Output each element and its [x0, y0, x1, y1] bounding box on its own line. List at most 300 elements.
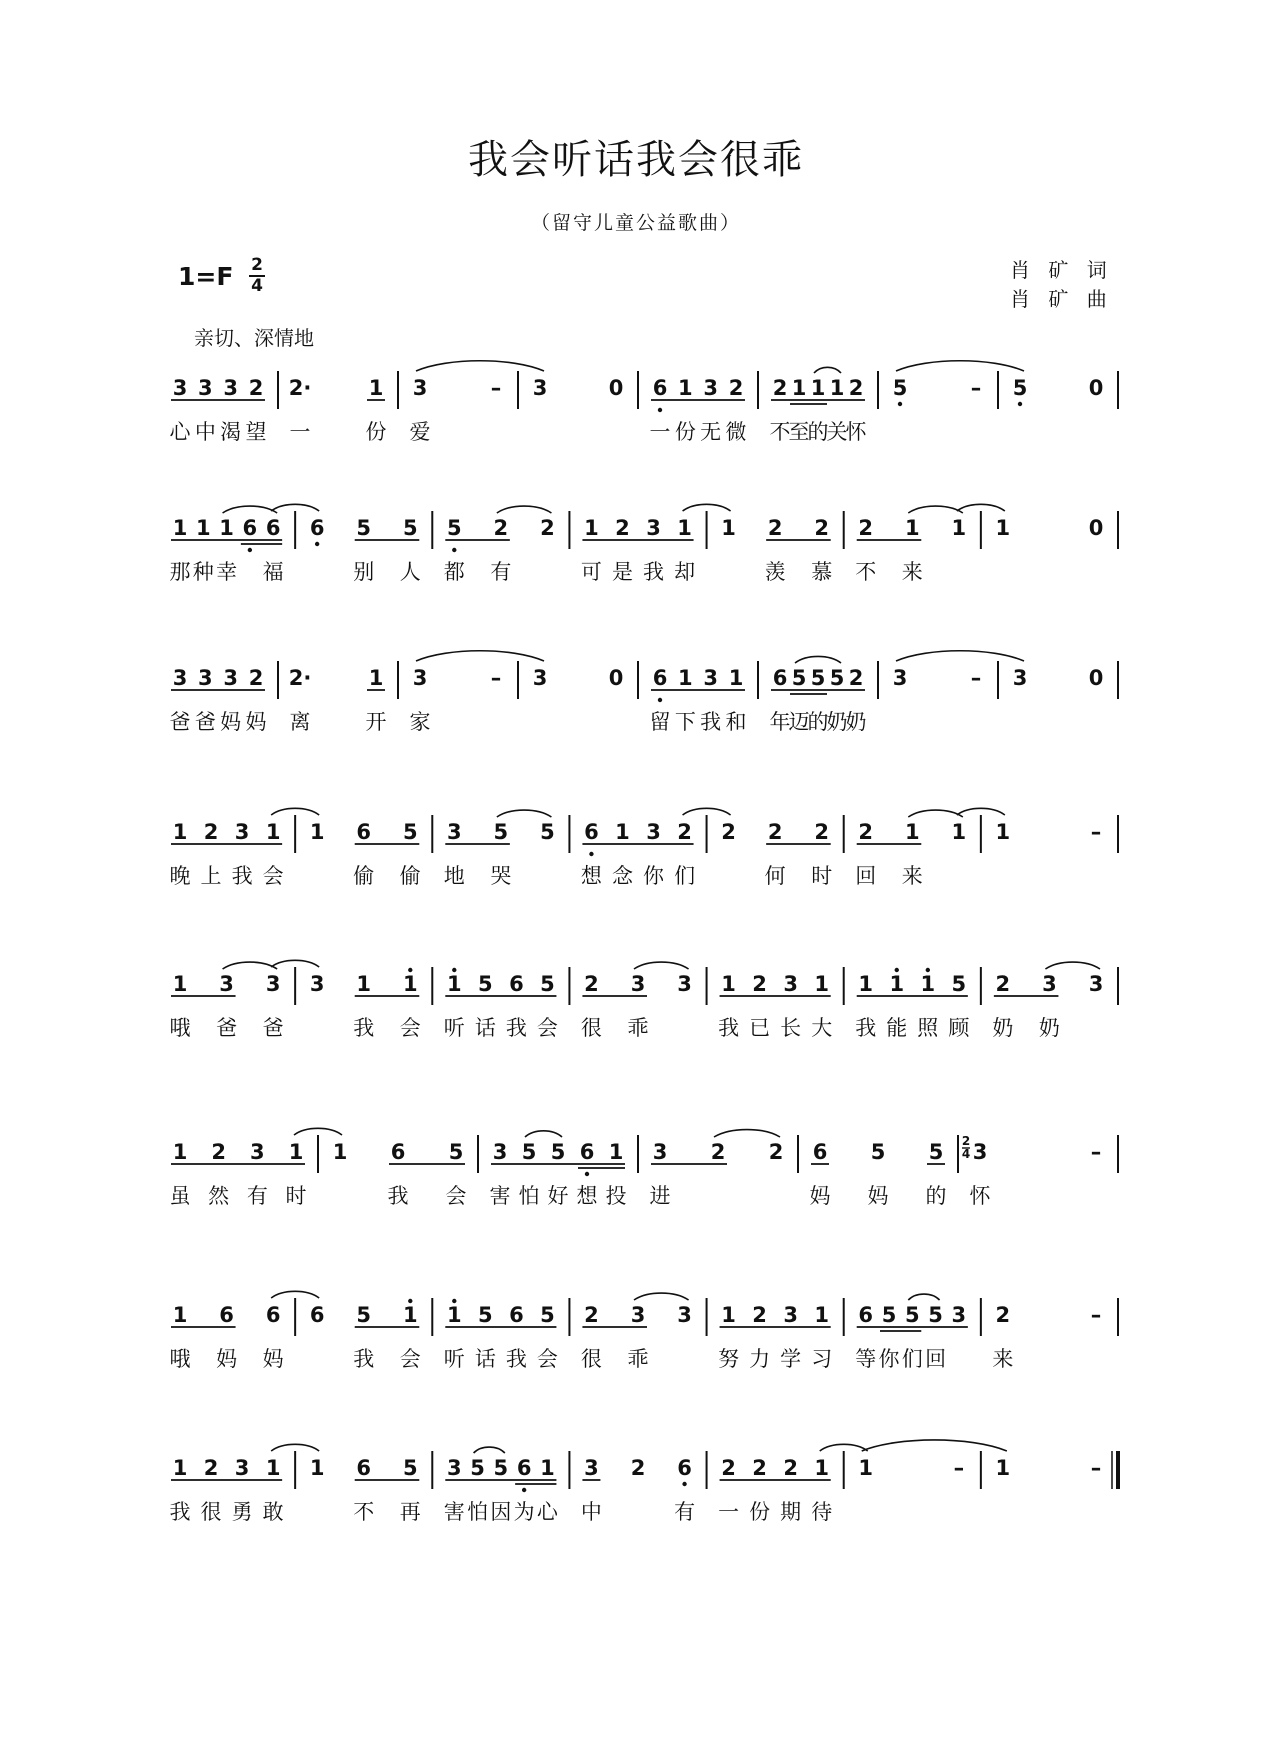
note: 3 — [646, 820, 661, 844]
note: 1 — [402, 972, 418, 996]
note: 3 — [783, 972, 798, 996]
lyric: 很 — [580, 1016, 602, 1040]
note: 3 — [652, 1140, 668, 1164]
high-octave-dot — [408, 968, 412, 972]
lyric: 我 — [353, 1347, 375, 1371]
note: 1 — [265, 820, 281, 844]
lyric: 有 — [674, 1500, 696, 1524]
lyric: 偷 — [353, 864, 375, 888]
note: 1 — [829, 376, 845, 400]
note: 3 — [265, 972, 281, 996]
note: 1 — [402, 1303, 418, 1327]
lyric: 年 — [769, 710, 791, 734]
note: 1 — [368, 376, 384, 400]
note: 1 — [721, 972, 736, 996]
slur — [908, 1294, 939, 1300]
lyric: 来 — [901, 864, 923, 888]
tie — [957, 504, 1005, 511]
lyric: 我 — [855, 1016, 877, 1040]
note: 5 — [448, 1140, 464, 1164]
lyric: 再 — [399, 1500, 421, 1524]
lyric: 听 — [443, 1016, 465, 1040]
low-octave-dot — [585, 1172, 589, 1176]
lyric: 份 — [674, 420, 696, 444]
note: 3 — [532, 376, 548, 400]
note: 3 — [532, 666, 548, 690]
lyric: 我 — [718, 1016, 740, 1040]
note: 1 — [332, 1140, 348, 1164]
note: 5 — [540, 1303, 555, 1327]
note: 6 — [509, 1303, 524, 1327]
note: 6 — [579, 1140, 595, 1164]
note: 5 — [928, 1303, 943, 1327]
note: 5 — [928, 1140, 944, 1164]
lyric: 照 — [917, 1016, 939, 1040]
slur — [814, 367, 841, 373]
lyric: 听 — [443, 1347, 465, 1371]
note: 1 — [172, 1456, 188, 1480]
lyric: 会 — [536, 1016, 558, 1040]
note: 2 — [848, 666, 864, 690]
lyric: 因 — [490, 1500, 512, 1524]
lyric: 幸 — [216, 560, 238, 584]
lyric: 我 — [387, 1184, 409, 1208]
note: 1 — [678, 376, 693, 400]
lyric: 你 — [878, 1347, 900, 1371]
lyric: 回 — [855, 864, 877, 888]
note: 1 — [810, 376, 826, 400]
low-octave-dot — [248, 548, 252, 552]
lyric: 无 — [700, 420, 722, 444]
high-octave-dot — [452, 968, 456, 972]
note: 3 — [1012, 666, 1028, 690]
lyric: 不 — [353, 1500, 375, 1524]
lyric: 乖 — [627, 1016, 649, 1040]
lyric: 我 — [169, 1500, 191, 1524]
note: – — [953, 1456, 965, 1480]
lyric: 有 — [246, 1184, 268, 1208]
lyric: 很 — [580, 1347, 602, 1371]
lyric: 地 — [443, 864, 465, 888]
lyric: 怀 — [969, 1184, 991, 1208]
note: 1 — [858, 1456, 874, 1480]
note: 1 — [540, 1456, 555, 1480]
note: 3 — [198, 666, 213, 690]
lyric: 爸 — [169, 710, 191, 734]
note: 1 — [814, 1303, 830, 1327]
tie — [271, 1444, 319, 1451]
note: 3 — [646, 516, 661, 540]
song-subtitle: （留守儿童公益歌曲） — [530, 212, 741, 234]
low-octave-dot — [898, 402, 902, 406]
note: 2 — [721, 820, 736, 844]
note: 5 — [951, 972, 967, 996]
lyric: 心 — [536, 1500, 558, 1524]
note: 2 — [783, 1456, 798, 1480]
note: 2 — [677, 820, 692, 844]
lyric: 进 — [649, 1184, 671, 1208]
lyric: 中 — [580, 1500, 602, 1524]
song-title: 我会听话我会很乖 — [468, 137, 804, 183]
lyric: 勇 — [231, 1500, 253, 1524]
note: 2 — [772, 376, 788, 400]
key-signature: 1=F — [178, 262, 234, 291]
lyric: 虽 — [169, 1184, 191, 1208]
lyric: 害 — [443, 1500, 465, 1524]
note: 6 — [390, 1140, 406, 1164]
lyric: 妈 — [867, 1184, 889, 1208]
lyric: 家 — [409, 710, 431, 734]
lyric: 时 — [285, 1184, 307, 1208]
note: 2 — [584, 972, 599, 996]
note: 5 — [478, 972, 493, 996]
lyric: 已 — [749, 1016, 771, 1040]
note: 0 — [608, 666, 624, 690]
low-octave-dot — [589, 852, 593, 856]
lyric: 来 — [992, 1347, 1014, 1371]
note: 5 — [402, 516, 418, 540]
note: 3 — [172, 666, 188, 690]
note: 1 — [446, 972, 462, 996]
note: 6 — [584, 820, 599, 844]
lyric: 想 — [576, 1184, 598, 1208]
tie — [683, 504, 731, 511]
lyric: 然 — [208, 1184, 230, 1208]
lyric: 和 — [725, 710, 747, 734]
note: 1 — [309, 820, 325, 844]
note: 5 — [829, 666, 845, 690]
note: 1 — [309, 1456, 325, 1480]
lyric: 心 — [169, 420, 191, 444]
tie — [271, 808, 319, 815]
lyric: 何 — [764, 864, 786, 888]
meter-top: 2 — [961, 1134, 971, 1148]
note: – — [970, 376, 982, 400]
tie — [896, 651, 1024, 661]
lyric: 害 — [489, 1184, 511, 1208]
note: 1 — [995, 820, 1011, 844]
lyric: 偷 — [399, 864, 421, 888]
lyric: 开 — [365, 710, 387, 734]
lyric: 顾 — [948, 1016, 970, 1040]
lyric: 的 — [807, 710, 829, 734]
low-octave-dot — [682, 1482, 686, 1486]
note: 1 — [721, 1303, 736, 1327]
lyric: 妈 — [245, 710, 267, 734]
lyric: 望 — [245, 420, 267, 444]
note: 1 — [814, 1456, 830, 1480]
lyric: 爱 — [409, 420, 431, 444]
note: 1 — [368, 666, 384, 690]
note: 1 — [791, 376, 807, 400]
lyric: 回 — [925, 1347, 947, 1371]
note: 2 — [728, 376, 744, 400]
lyric: 来 — [901, 560, 923, 584]
note: 6 — [652, 666, 668, 690]
lyric: 下 — [674, 710, 696, 734]
note: 5 — [521, 1140, 537, 1164]
tie — [957, 808, 1005, 815]
lyric: 有 — [490, 560, 512, 584]
lyric: 妈 — [262, 1347, 284, 1371]
note: 3 — [783, 1303, 798, 1327]
lyric: 妈 — [220, 710, 242, 734]
note: 3 — [703, 666, 718, 690]
note: – — [1090, 1140, 1102, 1164]
note: 6 — [356, 1456, 372, 1480]
note: 5 — [493, 1456, 509, 1480]
note: 3 — [1042, 972, 1057, 996]
lyric: 奶 — [1038, 1016, 1060, 1040]
note: 0 — [608, 376, 624, 400]
note: 3 — [234, 1456, 250, 1480]
lyric: 奶 — [992, 1016, 1014, 1040]
note: 3 — [172, 376, 188, 400]
tie — [416, 651, 544, 661]
lyric: 妈 — [216, 1347, 238, 1371]
note: 2 — [752, 972, 767, 996]
lyric: 可 — [580, 560, 602, 584]
note: 3 — [972, 1140, 988, 1164]
note: 5 — [402, 1456, 418, 1480]
note: 3 — [250, 1140, 265, 1164]
note: 6 — [356, 820, 372, 844]
note: 2 — [721, 1456, 736, 1480]
tie — [294, 1128, 342, 1135]
lyric: 奶 — [826, 710, 848, 734]
lyric: 怀 — [845, 420, 867, 444]
note: 1 — [172, 516, 188, 540]
note: 6 — [677, 1456, 692, 1480]
note: 2 — [584, 1303, 599, 1327]
note: 3 — [630, 1303, 646, 1327]
note: 6 — [309, 516, 325, 540]
note: 3 — [630, 972, 646, 996]
high-octave-dot — [408, 1299, 412, 1303]
lyric: 都 — [443, 560, 465, 584]
lyric: 晚 — [169, 864, 191, 888]
note: 5 — [870, 1140, 886, 1164]
lyric: 会 — [445, 1184, 467, 1208]
note: 1 — [172, 972, 188, 996]
composer-credit: 肖 矿 曲 — [1010, 287, 1113, 311]
note: 2 — [858, 820, 874, 844]
note: 1 — [265, 1456, 281, 1480]
note: 2 — [995, 972, 1011, 996]
lyric: 好 — [547, 1184, 569, 1208]
note: 5 — [904, 1303, 920, 1327]
lyric: 别 — [353, 560, 375, 584]
note: 5 — [470, 1456, 485, 1480]
time-signature-top: 2 — [251, 255, 263, 275]
lyric: 想 — [580, 864, 602, 888]
lyric: 渴 — [220, 420, 242, 444]
note: 1 — [219, 516, 234, 540]
low-octave-dot — [315, 542, 319, 546]
tie — [271, 960, 319, 967]
lyric: 你 — [643, 864, 665, 888]
lyric: 我 — [505, 1016, 527, 1040]
note: 1 — [172, 820, 188, 844]
note: 2 — [848, 376, 864, 400]
note: 2 — [995, 1303, 1011, 1327]
lyric: 乖 — [627, 1347, 649, 1371]
lyric: 会 — [399, 1016, 421, 1040]
lyric: 份 — [749, 1500, 771, 1524]
tie — [820, 1444, 868, 1451]
note: – — [490, 666, 502, 690]
note: 1 — [858, 972, 874, 996]
note: 2· — [288, 376, 312, 400]
low-octave-dot — [1018, 402, 1022, 406]
note: 3 — [198, 376, 213, 400]
note: 2 — [540, 516, 555, 540]
lyric: 种 — [192, 560, 214, 584]
note: 5 — [791, 666, 807, 690]
note: 3 — [446, 1456, 462, 1480]
lyric: 努 — [718, 1347, 740, 1371]
note: 1 — [728, 666, 744, 690]
note: 2 — [493, 516, 509, 540]
note: 3 — [223, 376, 238, 400]
note: 3 — [951, 1303, 967, 1327]
note: 1 — [608, 1140, 624, 1164]
note: 5 — [550, 1140, 566, 1164]
note: 6 — [219, 1303, 234, 1327]
lyric: 份 — [365, 420, 387, 444]
lyric: 却 — [674, 560, 696, 584]
lyric: 的 — [925, 1184, 947, 1208]
note: 2 — [211, 1140, 226, 1164]
lyric: 是 — [611, 560, 633, 584]
note: 3 — [234, 820, 250, 844]
tie — [271, 504, 319, 511]
note: 3 — [584, 1456, 599, 1480]
lyric: 我 — [700, 710, 722, 734]
lyric: 时 — [811, 864, 833, 888]
slur — [474, 1447, 505, 1453]
note: 6 — [509, 972, 524, 996]
lyric: 那 — [169, 560, 191, 584]
slur — [634, 1293, 689, 1300]
note: 1 — [615, 820, 630, 844]
lyric: 大 — [811, 1016, 833, 1040]
note: 1 — [889, 972, 905, 996]
high-octave-dot — [452, 1299, 456, 1303]
note: 2 — [710, 1140, 726, 1164]
note: 5 — [540, 972, 555, 996]
note: 6 — [652, 376, 668, 400]
high-octave-dot — [895, 968, 899, 972]
lyric: 不 — [855, 560, 877, 584]
note: 3 — [309, 972, 325, 996]
lyric: 能 — [886, 1016, 908, 1040]
note: 1 — [995, 1456, 1011, 1480]
note: 1 — [920, 972, 936, 996]
note: 6 — [772, 666, 788, 690]
note: 1 — [951, 516, 967, 540]
note: 6 — [265, 516, 281, 540]
note: 1 — [678, 666, 693, 690]
lyric: 学 — [780, 1347, 802, 1371]
slur — [497, 506, 552, 513]
note: 3 — [219, 972, 234, 996]
note: 0 — [1088, 666, 1104, 690]
lyric: 不 — [769, 420, 791, 444]
tie — [683, 808, 731, 815]
lyric: 我 — [353, 1016, 375, 1040]
tie — [896, 361, 1024, 371]
lyric: 爸 — [194, 710, 216, 734]
note: 3 — [223, 666, 238, 690]
lyric: 的 — [807, 420, 829, 444]
note: 2 — [814, 516, 830, 540]
note: 5 — [892, 376, 908, 400]
time-signature-bottom: 4 — [251, 276, 263, 296]
lyric: 会 — [262, 864, 284, 888]
slur — [634, 962, 689, 969]
slur — [223, 506, 278, 513]
lyric: 上 — [200, 864, 222, 888]
note: 5 — [478, 1303, 493, 1327]
note: – — [1090, 1456, 1102, 1480]
note: 1 — [951, 820, 967, 844]
note: 3 — [412, 376, 428, 400]
lyric: 们 — [674, 864, 696, 888]
note: 1 — [995, 516, 1011, 540]
note: 2 — [248, 666, 264, 690]
lyric: 期 — [780, 1500, 802, 1524]
lyric: 至 — [788, 420, 810, 444]
note: 6 — [309, 1303, 325, 1327]
slur — [223, 962, 278, 969]
meter-bottom: 4 — [961, 1147, 971, 1161]
note: 1 — [904, 820, 920, 844]
note: 1 — [288, 1140, 304, 1164]
note: 1 — [904, 516, 920, 540]
note: 1 — [172, 1140, 188, 1164]
low-octave-dot — [658, 698, 662, 702]
note: 2 — [203, 820, 219, 844]
tempo-marking: 亲切、深情地 — [194, 326, 314, 350]
note: 5 — [356, 516, 372, 540]
note: 6 — [265, 1303, 281, 1327]
note: 5 — [493, 820, 509, 844]
lyric: 哭 — [490, 864, 512, 888]
lyric: 慕 — [811, 560, 833, 584]
note: – — [1090, 820, 1102, 844]
slur — [525, 1131, 562, 1137]
lyric: 习 — [811, 1347, 833, 1371]
slur — [497, 810, 552, 817]
note: 1 — [446, 1303, 462, 1327]
lyric: 会 — [536, 1347, 558, 1371]
note: 3 — [703, 376, 718, 400]
note: 0 — [1088, 516, 1104, 540]
tie — [271, 1291, 319, 1298]
note: 2 — [858, 516, 874, 540]
lyricist-credit: 肖 矿 词 — [1010, 258, 1113, 282]
note: 6 — [242, 516, 258, 540]
note: 2 — [630, 1456, 646, 1480]
lyric: 哦 — [169, 1347, 191, 1371]
lyric: 会 — [399, 1347, 421, 1371]
low-octave-dot — [522, 1488, 526, 1492]
lyric: 力 — [749, 1347, 771, 1371]
lyric: 羡 — [764, 560, 786, 584]
note: 3 — [492, 1140, 508, 1164]
note: 0 — [1088, 376, 1104, 400]
